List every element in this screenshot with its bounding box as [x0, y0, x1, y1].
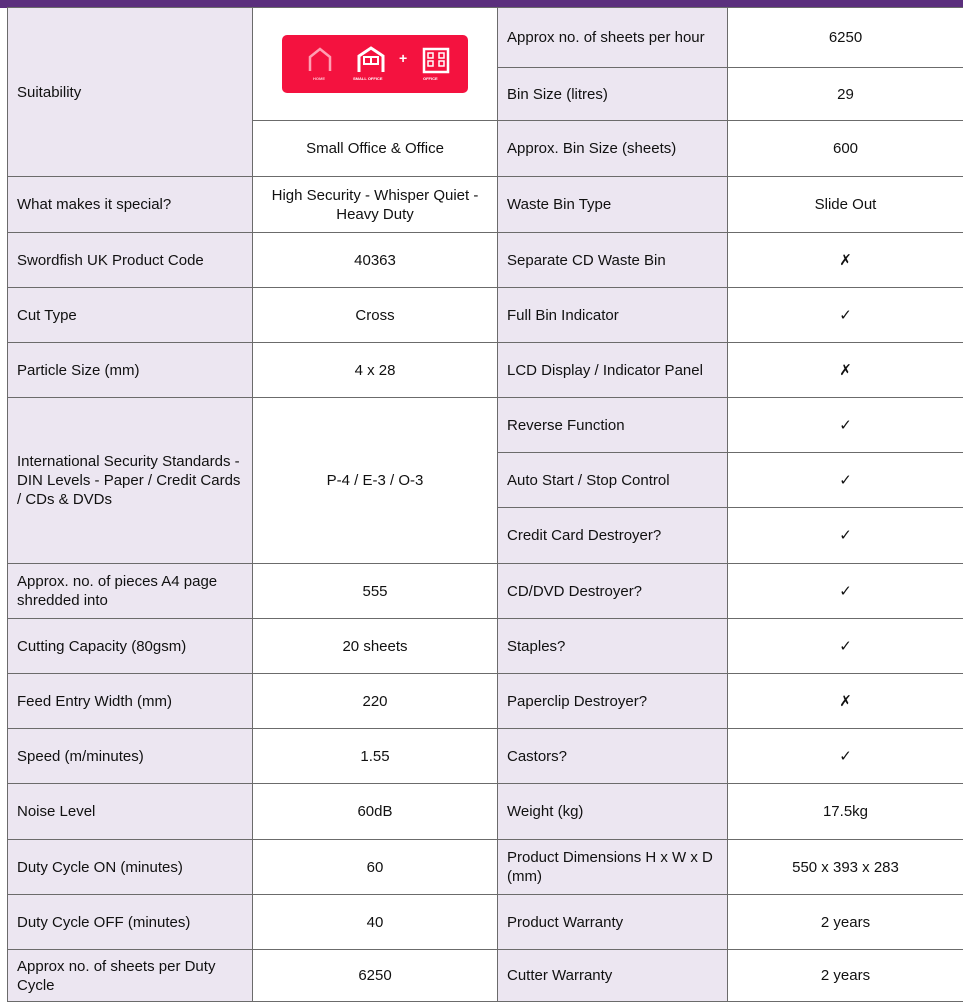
- cutting-capacity-label: Cutting Capacity (80gsm): [8, 619, 253, 674]
- logo-office-caption: OFFICE: [423, 76, 438, 81]
- cutter-warranty-value: 2 years: [728, 950, 963, 1002]
- dimensions-label: Product Dimensions H x W x D (mm): [498, 840, 728, 895]
- credit-card-label: Credit Card Destroyer?: [498, 508, 728, 564]
- suitability-logo-cell: [253, 8, 498, 121]
- bin-size-litres-value: 29: [728, 68, 963, 121]
- waste-bin-type-value: Slide Out: [728, 177, 963, 233]
- speed-value: 1.55: [253, 729, 498, 784]
- sheets-per-duty-value: 6250: [253, 950, 498, 1002]
- product-code-label: Swordfish UK Product Code: [8, 233, 253, 288]
- spec-table: [7, 7, 963, 1002]
- bin-size-litres-label: Bin Size (litres): [498, 68, 728, 121]
- home-icon: [310, 49, 330, 71]
- staples-label: Staples?: [498, 619, 728, 674]
- full-bin-value: ✓: [728, 288, 963, 343]
- cd-dvd-label: CD/DVD Destroyer?: [498, 564, 728, 619]
- cutter-warranty-label: Cutter Warranty: [498, 950, 728, 1002]
- sheets-per-duty-label: Approx no. of sheets per Duty Cycle: [8, 950, 253, 1002]
- cut-type-label: Cut Type: [8, 288, 253, 343]
- suitability-value: Small Office & Office: [253, 121, 498, 177]
- paperclip-label: Paperclip Destroyer?: [498, 674, 728, 729]
- building-icons: [282, 35, 468, 93]
- sheets-per-hour-value: 6250: [728, 8, 963, 68]
- particle-size-label: Particle Size (mm): [8, 343, 253, 398]
- noise-label: Noise Level: [8, 784, 253, 840]
- cd-waste-bin-label: Separate CD Waste Bin: [498, 233, 728, 288]
- feed-width-label: Feed Entry Width (mm): [8, 674, 253, 729]
- warranty-label: Product Warranty: [498, 895, 728, 950]
- castors-label: Castors?: [498, 729, 728, 784]
- auto-start-label: Auto Start / Stop Control: [498, 453, 728, 508]
- lcd-display-value: ✗: [728, 343, 963, 398]
- dimensions-value: 550 x 393 x 283: [728, 840, 963, 895]
- weight-value: 17.5kg: [728, 784, 963, 840]
- duty-on-value: 60: [253, 840, 498, 895]
- special-label: What makes it special?: [8, 177, 253, 233]
- cut-type-value: Cross: [253, 288, 498, 343]
- cutting-capacity-value: 20 sheets: [253, 619, 498, 674]
- bin-size-sheets-label: Approx. Bin Size (sheets): [498, 121, 728, 177]
- sheets-per-hour-label: Approx no. of sheets per hour: [498, 8, 728, 68]
- waste-bin-type-label: Waste Bin Type: [498, 177, 728, 233]
- speed-label: Speed (m/minutes): [8, 729, 253, 784]
- particle-size-value: 4 x 28: [253, 343, 498, 398]
- duty-off-label: Duty Cycle OFF (minutes): [8, 895, 253, 950]
- pieces-a4-value: 555: [253, 564, 498, 619]
- security-standards-value: P-4 / E-3 / O-3: [253, 398, 498, 564]
- product-code-value: 40363: [253, 233, 498, 288]
- weight-label: Weight (kg): [498, 784, 728, 840]
- logo-plus: +: [399, 51, 407, 65]
- cd-waste-bin-value: ✗: [728, 233, 963, 288]
- staples-value: ✓: [728, 619, 963, 674]
- reverse-label: Reverse Function: [498, 398, 728, 453]
- warranty-value: 2 years: [728, 895, 963, 950]
- cd-dvd-value: ✓: [728, 564, 963, 619]
- security-standards-label: International Security Standards - DIN Levels - Paper / Credit Cards / CDs & DVDs: [8, 398, 253, 564]
- full-bin-label: Full Bin Indicator: [498, 288, 728, 343]
- duty-off-value: 40: [253, 895, 498, 950]
- pieces-a4-label: Approx. no. of pieces A4 page shredded into: [8, 564, 253, 619]
- reverse-value: ✓: [728, 398, 963, 453]
- bin-size-sheets-value: 600: [728, 121, 963, 177]
- duty-on-label: Duty Cycle ON (minutes): [8, 840, 253, 895]
- office-icon: [424, 49, 448, 72]
- paperclip-value: ✗: [728, 674, 963, 729]
- castors-value: ✓: [728, 729, 963, 784]
- suitability-label: Suitability: [8, 8, 253, 177]
- feed-width-value: 220: [253, 674, 498, 729]
- suitability-logo: [282, 35, 468, 93]
- auto-start-value: ✓: [728, 453, 963, 508]
- lcd-display-label: LCD Display / Indicator Panel: [498, 343, 728, 398]
- credit-card-value: ✓: [728, 508, 963, 564]
- logo-small-office-caption: SMALL OFFICE: [353, 76, 382, 81]
- logo-home-caption: HOME: [313, 76, 325, 81]
- special-value: High Security - Whisper Quiet - Heavy Duty: [253, 177, 498, 233]
- noise-value: 60dB: [253, 784, 498, 840]
